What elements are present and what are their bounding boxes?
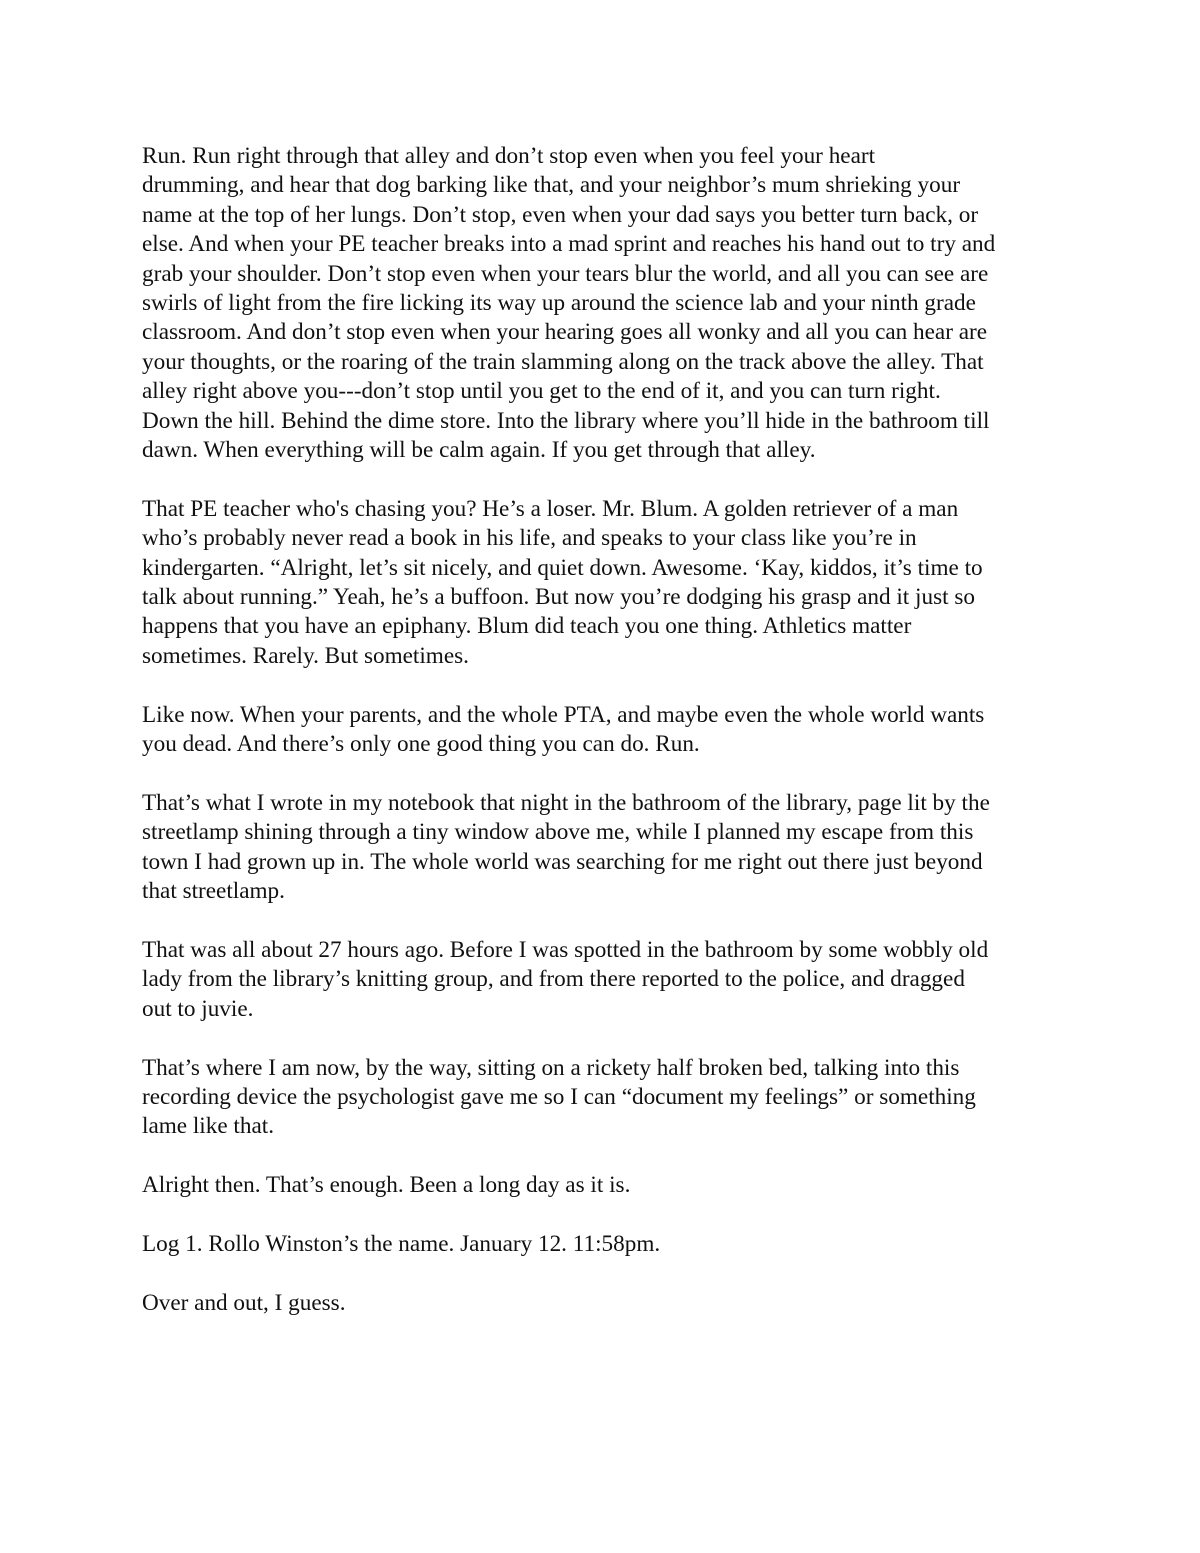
paragraph-27-hours: That was all about 27 hours ago. Before I was spotted in the bathroom by some wobbly old lady from the library’s knitting group, and from there reported to the police, and dragged out to juvie.	[142, 936, 989, 1022]
document-page	[142, 142, 1072, 1348]
paragraph-over-and-out: Over and out, I guess.	[142, 1289, 346, 1316]
paragraph-notebook: That’s what I wrote in my notebook that night in the bathroom of the library, page lit by the streetlamp shining through a tiny window above me, while I planned my escape from this town I had grown up in. The whole world was searching for me right out there just beyond that streetlamp.	[142, 789, 990, 905]
paragraph-log: Log 1. Rollo Winston’s the name. January 12. 11:58pm.	[142, 1230, 661, 1257]
paragraph-run: Run. Run right through that alley and don’t stop even when you feel your heart drumming, and hear that dog barking like that, and your neighbor’s mum shrieking your name at the top of her lungs. Don’t stop, even when your dad says you better turn back, or else. And when your PE teacher breaks into a mad sprint and reaches his hand out to try and grab your shoulder. Don’t stop even when your tears blur the world, and all you can see are swirls of light from the fire licking its way up around the science lab and your ninth grade classroom. And don’t stop even when your hearing goes all wonky and all you can hear are your thoughts, or the roaring of the train slamming along on the track above the alley. That alley right above you---don’t stop until you get to the end of it, and you can turn right. Down the hill. Behind the dime store. Into the library where you’ll hide in the bathroom till dawn. When everything will be calm again. If you get through that alley.	[142, 143, 996, 464]
paragraph-like-now: Like now. When your parents, and the whole PTA, and maybe even the whole world wants you dead. And there’s only one good thing you can do. Run.	[142, 701, 985, 758]
paragraph-juvie: That’s where I am now, by the way, sitting on a rickety half broken bed, talking into this recording device the psychologist gave me so I can “document my feelings” or something lame like that.	[142, 1054, 976, 1140]
paragraph-pe-teacher: That PE teacher who's chasing you? He’s a loser. Mr. Blum. A golden retriever of a man who’s probably never read a book in his life, and speaks to your class like you’re in kindergarten. “Alright, let’s sit nicely, and quiet down. Awesome. ‘Kay, kiddos, it’s time to talk about running.” Yeah, he’s a buffoon. But now you’re dodging his grasp and it just so happens that you have an epiphany. Blum did teach you one thing. Athletics matter sometimes. Rarely. But sometimes.	[142, 495, 983, 669]
paragraph-alright: Alright then. That’s enough. Been a long day as it is.	[142, 1172, 631, 1199]
